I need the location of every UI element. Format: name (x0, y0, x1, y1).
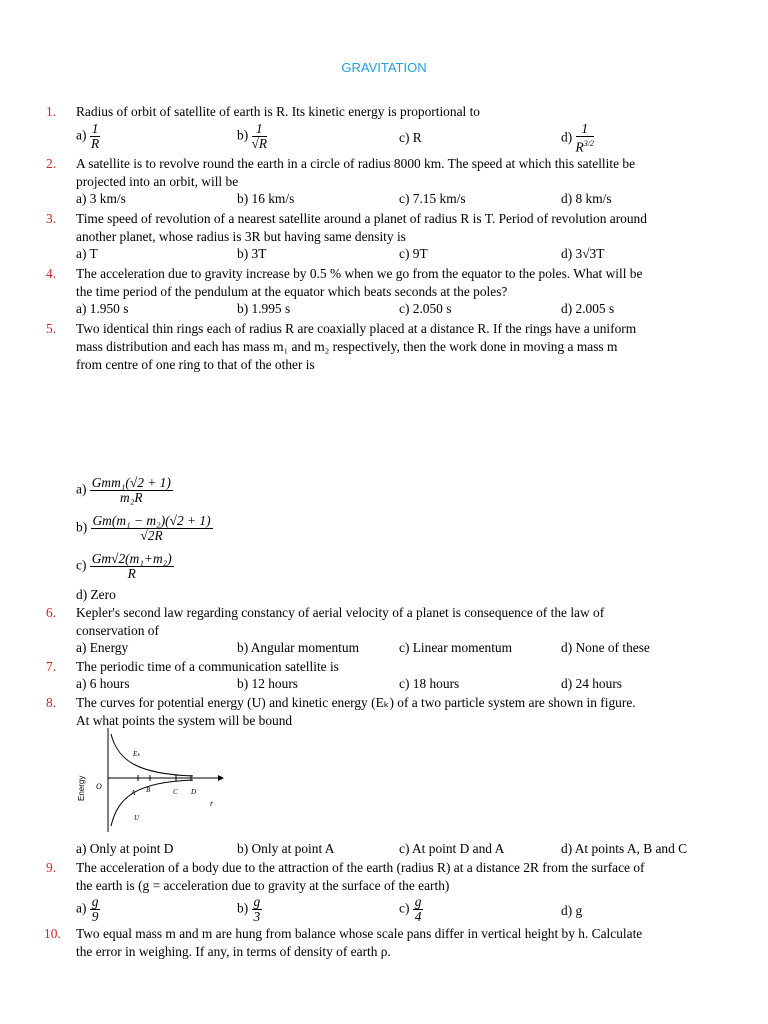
question-number: 8. (46, 695, 57, 710)
option-b: b) $\frac{g}{3}$ (237, 894, 261, 924)
option-c: c) 2.050 s (399, 301, 452, 316)
question-text: The curves for potential energy (U) and kinetic energy (Eₖ) of a two particle system are shown in figure. (76, 695, 636, 710)
option-c: c) At point D and A (399, 841, 505, 856)
question-number: 7. (46, 659, 57, 674)
option-a: a) Energy (76, 640, 129, 655)
option-a: a) $\frac{g}{9}$ (76, 894, 99, 924)
question-text: Kepler's second law regarding constancy of aerial velocity of a planet is consequence of the law of (76, 605, 605, 620)
option-b: b) Only at point A (237, 841, 335, 856)
option-b: b) 12 hours (237, 676, 298, 691)
question-text: The acceleration due to gravity increase by 0.5 % when we go from the equator to the poles. What will be (76, 266, 643, 281)
u-label: U (134, 814, 140, 822)
fraction: $\frac{g}{4}$ (414, 894, 422, 924)
question-text: Two identical thin rings each of radius R are coaxially placed at a distance R. If the rings have a uniform (76, 321, 637, 336)
option-a: a) 3 km/s (76, 191, 126, 206)
option-b: b) 3T (237, 246, 267, 261)
option-d: d) $\frac{1}{R^{3/2}}$ (561, 121, 594, 155)
option-d: d) 24 hours (561, 676, 622, 691)
option-d: d) 2.005 s (561, 301, 615, 316)
worksheet-page: GRAVITATION 1. Radius of orbit of satellite of earth is R. Its kinetic energy is proportional to a) $\frac{1}{R}$ b) $\frac{1}{√R}$ c) R d) $\frac{1}{R^{3/2}}$ 2. A satellite is to revolve round the earth in a circle of radius 8000 km. The speed at which this satellite be projected into an orbit, will be a) 3 km/s b) 16 km/s c) 7.15 km/s d) 8 km/s 3. Time speed of revolution of a nearest satellite around a planet of radius R is T. Period of revolution around another planet, whose radius is 3R but having same density is a) T b) 3T c) 9T d) 3√3T 4. The acceleration due to gravity increase by 0.5 % when we go from the equator to the poles. What will be the time period of the pendulum at the equator which beats seconds at the poles? a) 1.950 s b) 1.995 s c) 2.050 s d) 2.005 s 5. Two identical thin rings each of radius R are coaxially placed at a distance R. If the rings have a uniform mass distribution and each has mass m₁ and m₂ respectively, then the work done in moving a mass m from centre of one ring to that of the other is a) $\frac{\text{Gmm₁(√2 + 1)}}{\text{m₂R}}$ b) $\frac{\text{Gm(m₁ − m₂)(√2 + 1)}}{√2R}$ c) $\frac{\text{Gm√2(m₁+m₂)}}{R}$ d) Zero 6. Kepler's second law regarding constancy of aerial velocity of a planet is consequence of the law of conservation of a) Energy b) Angular momentum c) Linear momentum d) None of these 7. The periodic time of a communication satellite is a) 6 hours b) 12 hours c) 18 hours d) 24 hours 8. The curves for potential energy (U) and kinetic energy (Eₖ) of a two particle system are shown in figure. At what points the system will be bound Energy O Eₖ U r A B C D a) Only at point D b) Only at point A c) At point D and A d) At points A, B and C 9. The acceleration of a body due to the attraction of the earth (radius R) at a distance 2R from the surface of the earth is (g = acceleration due to gravity at the surface of the earth) a) $\frac{g}{9}$ b) $\frac{g}{3}$ c) $\frac{g}{4}$ d) g 10. Two equal mass m and m are hung from balance whose scale pans differ in vertical height by h. Calculate the error in weighing. If any, in terms of density of earth ρ. (0, 0, 768, 1024)
question-number: 2. (46, 156, 57, 171)
question-text: The acceleration of a body due to the attraction of the earth (radius R) at a distance 2R from the surface of (76, 860, 645, 875)
fraction: $\frac{1}{R^{3/2}}$ (575, 121, 594, 155)
question-text: Two equal mass m and m are hung from balance whose scale pans differ in vertical height by h. Calculate (76, 926, 643, 941)
option-d: d) None of these (561, 640, 650, 655)
option-a: a) 6 hours (76, 676, 130, 691)
option-b: b) 1.995 s (237, 301, 291, 316)
option-d: d) g (561, 903, 583, 918)
question-number: 4. (46, 266, 57, 281)
option-c: c) $\frac{\text{Gm√2(m₁+m₂)}}{R}$ (76, 551, 172, 581)
option-a: a) 1.950 s (76, 301, 129, 316)
option-b: b) Angular momentum (237, 640, 359, 655)
option-d: d) 3√3T (561, 246, 605, 261)
option-d: d) Zero (76, 587, 116, 602)
fraction: $\frac{1}{R}$ (91, 121, 100, 151)
question-text: Radius of orbit of satellite of earth is R. Its kinetic energy is proportional to (76, 104, 480, 119)
question-number: 6. (46, 605, 57, 620)
fraction: $\frac{\text{Gm√2(m₁+m₂)}}{R}$ (91, 551, 172, 581)
option-c: c) R (399, 130, 422, 145)
question-text: A satellite is to revolve round the earth in a circle of radius 8000 km. The speed at which this satellite be (76, 156, 636, 171)
option-c: c) Linear momentum (399, 640, 513, 655)
option-b: b) 16 km/s (237, 191, 295, 206)
point-c-label: C (173, 788, 178, 796)
question-number: 9. (46, 860, 57, 875)
option-c: c) 7.15 km/s (399, 191, 466, 206)
kinetic-energy-curve (111, 734, 193, 776)
option-d: d) 8 km/s (561, 191, 612, 206)
page-title: GRAVITATION (341, 60, 427, 75)
y-axis-label: Energy (77, 775, 86, 801)
r-label: r (210, 799, 214, 808)
x-axis-arrow (218, 775, 224, 781)
fraction: $\frac{g}{3}$ (253, 894, 261, 924)
potential-energy-curve (111, 780, 193, 826)
point-a-label: A (131, 789, 136, 797)
option-c: c) 18 hours (399, 676, 460, 691)
question-number: 10. (44, 926, 61, 941)
question-text: Time speed of revolution of a nearest satellite around a planet of radius R is T. Period of revolution around (76, 211, 647, 226)
option-a: a) T (76, 246, 98, 261)
energy-graph-figure (78, 726, 228, 836)
option-c: c) 9T (399, 246, 428, 261)
question-text: The periodic time of a communication satellite is (76, 659, 339, 674)
option-b: b) $\frac{1}{√R}$ (237, 121, 268, 151)
question-number: 5. (46, 321, 57, 336)
option-d: d) At points A, B and C (561, 841, 688, 856)
fraction: $\frac{1}{√R}$ (251, 121, 268, 151)
fraction: $\frac{\text{Gm(m₁ − m₂)(√2 + 1)}}{√2R}$ (92, 513, 211, 543)
fraction: $\frac{g}{9}$ (91, 894, 99, 924)
origin-label: O (96, 782, 102, 791)
point-d-label: D (191, 788, 197, 796)
fraction: $\frac{\text{Gmm₁(√2 + 1)}}{\text{m₂R}}$ (91, 475, 171, 505)
point-b-label: B (146, 786, 151, 794)
option-c: c) $\frac{g}{4}$ (399, 894, 422, 924)
option-a: a) $\frac{\text{Gmm₁(√2 + 1)}}{\text{m₂R}}$ (76, 475, 171, 505)
option-a: a) $\frac{1}{R}$ (76, 121, 100, 151)
option-a: a) Only at point D (76, 841, 174, 856)
question-number: 3. (46, 211, 57, 226)
ek-label: Eₖ (133, 750, 141, 758)
option-b: b) $\frac{\text{Gm(m₁ − m₂)(√2 + 1)}}{√2R}$ (76, 513, 211, 543)
question-number: 1. (46, 104, 57, 119)
